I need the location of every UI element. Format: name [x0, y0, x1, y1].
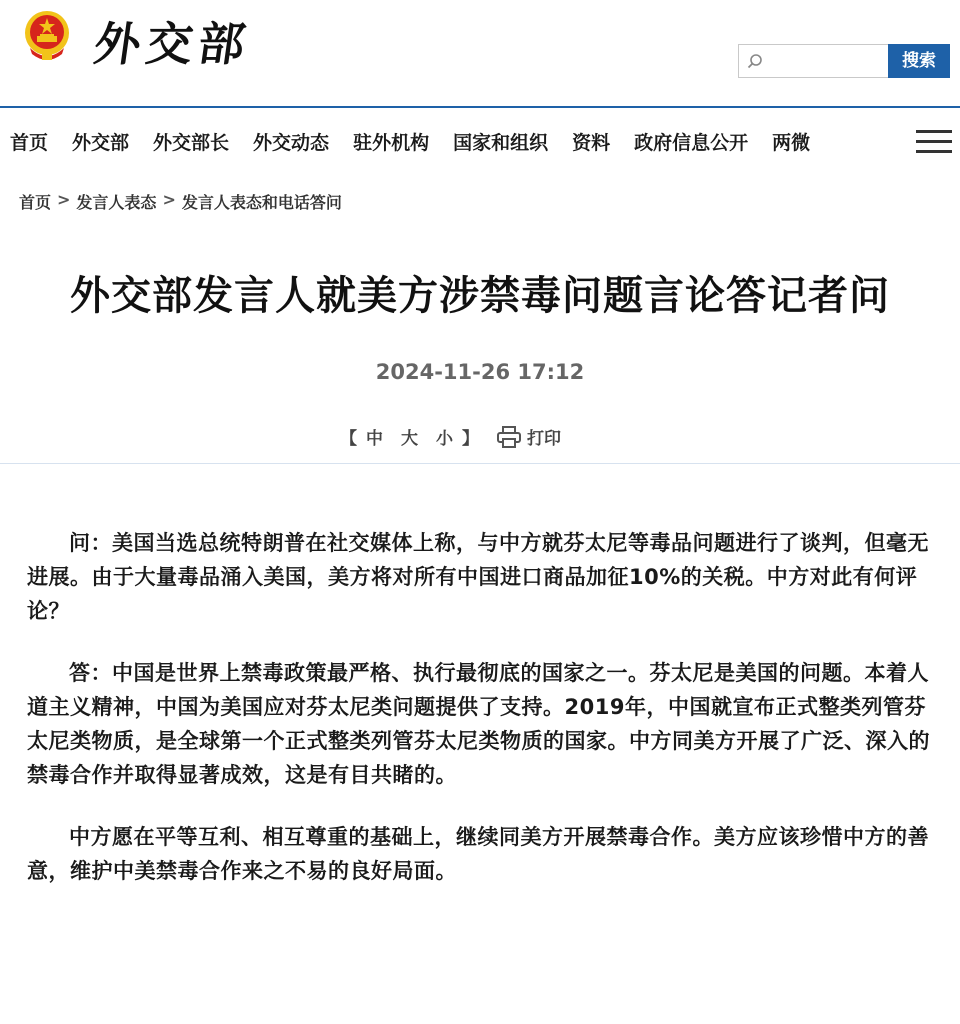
article-paragraph-question: 问：美国当选总统特朗普在社交媒体上称，与中方就芬太尼等毒品问题进行了谈判，但毫无进展。由于大量毒品涌入美国，美方将对所有中国进口商品加征10%的关税。中方对此有何评论？: [27, 531, 929, 623]
printer-icon[interactable]: [497, 426, 521, 448]
article-date: 2024-11-26 17:12: [375, 360, 585, 384]
site-header: [0, 0, 960, 106]
hamburger-menu-icon[interactable]: [916, 128, 952, 156]
breadcrumb-current[interactable]: 发言人表态和电话答问: [181, 193, 342, 212]
print-button[interactable]: 打印: [527, 429, 561, 449]
search-bar: [738, 44, 950, 78]
nav-list: [10, 130, 908, 156]
national-emblem-icon[interactable]: [22, 8, 72, 62]
font-size-medium[interactable]: 中: [366, 429, 383, 449]
breadcrumb-home[interactable]: 首页: [19, 193, 52, 212]
article-divider: [0, 463, 960, 464]
font-size-bracket-close: 】: [462, 429, 479, 449]
nav-item-missions[interactable]: 驻外机构: [353, 132, 430, 154]
main-nav: [0, 108, 960, 176]
nav-item-home[interactable]: 首页: [10, 132, 49, 154]
font-size-large[interactable]: 大: [401, 429, 418, 449]
nav-item-social[interactable]: 两微: [772, 132, 811, 154]
nav-item-ministry[interactable]: 外交部: [72, 132, 130, 154]
nav-item-gov-info[interactable]: 政府信息公开: [634, 132, 749, 154]
font-size-small[interactable]: 小: [436, 429, 453, 449]
nav-item-news[interactable]: 外交动态: [253, 132, 330, 154]
site-logo-text[interactable]: 外交部: [90, 17, 255, 71]
search-icon: [747, 53, 763, 69]
article-paragraph-closing: 中方愿在平等互利、相互尊重的基础上，继续同美方开展禁毒合作。美方应该珍惜中方的善意，维护中美禁毒合作来之不易的良好局面。: [27, 825, 929, 883]
breadcrumb: [19, 190, 342, 213]
breadcrumb-separator: >: [57, 190, 71, 209]
nav-item-minister[interactable]: 外交部长: [153, 132, 230, 154]
article-body: [27, 526, 941, 916]
breadcrumb-spokesperson[interactable]: 发言人表态: [76, 193, 157, 212]
article-title: 外交部发言人就美方涉禁毒问题言论答记者问: [70, 273, 890, 319]
nav-item-resources[interactable]: 资料: [572, 132, 611, 154]
article-tools: [340, 424, 561, 449]
font-size-bracket-open: 【: [340, 429, 357, 449]
breadcrumb-separator: >: [162, 190, 176, 209]
search-button[interactable]: 搜索: [888, 44, 950, 78]
nav-item-countries[interactable]: 国家和组织: [453, 132, 549, 154]
article-paragraph-answer: 答：中国是世界上禁毒政策最严格、执行最彻底的国家之一。芬太尼是美国的问题。本着人道主义精神，中国为美国应对芬太尼类问题提供了支持。2019年，中国就宣布正式整类列管芬太尼类物质，是全球第一个正式整类列管芬太尼类物质的国家。中方同美方开展了广泛、深入的禁毒合作并取得显著成效，这是有目共睹的。: [27, 661, 930, 787]
search-box: [738, 44, 888, 78]
search-input[interactable]: [767, 49, 885, 73]
